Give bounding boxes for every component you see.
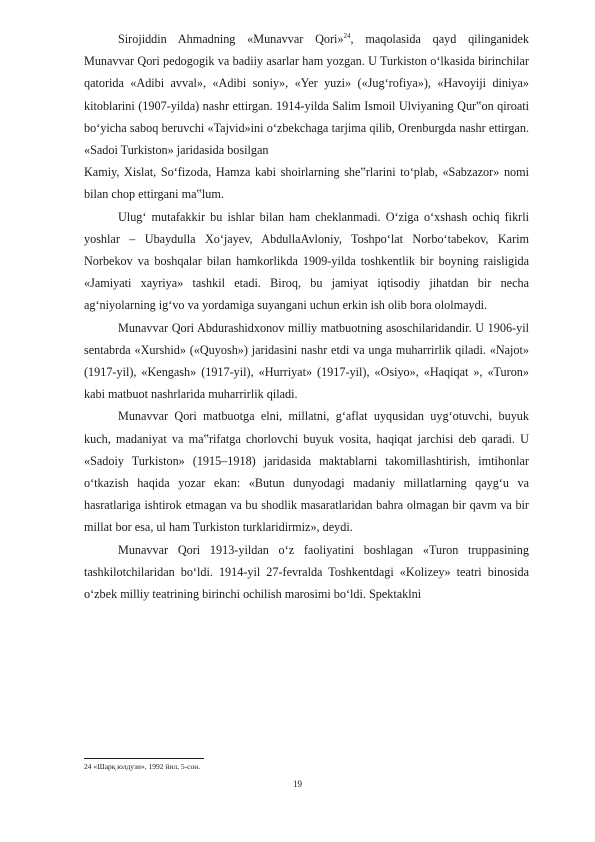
footnote-divider [84, 758, 204, 759]
paragraph-4: Munavvar Qori Abdurashidxonov milliy matbuotning asoschilaridandir. U 1906-yil sentabrda «Xurshid» («Quyosh») jaridasini nashr etdi va unga muharrirlik qiladi. «Najot» (1917-yil), «Kengash» (1917-yil), «Hurriyat» (1917-yil), «Osiyo», «Haqiqat », «Turon» kabi matbuot nashrlarida muharrirlik qiladi. [84, 320, 529, 402]
paragraph-1: Sirojiddin Ahmadning «Munavvar Qori»$^{24}$, maqolasida qayd qilinganidek Munavvar Qori pedogogik va badiiy asarlar ham yozgan. U Turkiston o‘lkasida birinchilar qatorida «Adibi avval», «Adibi soniy», «Yer yuzi» («Jug‘rofiya»), «Havoyiji diniya» kitoblarini (1907-yilda) nashr ettirgan. 1914-yilda Salim Ismoil Ulviyaning Qur‟on qiroati bo‘yicha saboq beruvchi «Tajvid»ini o‘zbekchaga tarjima qilib, Orenburgda nashr ettirgan. «Sadoi Turkiston» jaridasida bosilgan [84, 31, 530, 158]
paragraph-2: Kamiy, Xislat, So‘fizoda, Hamza kabi shoirlarning she‟rlarini to‘plab, «Sabzazor» nomi bilan chop ettirgani ma‟lum. [84, 165, 529, 202]
paragraph-3: Ulug‘ mutafakkir bu ishlar bilan ham cheklanmadi. O‘ziga o‘xshash ochiq fikrli yoshlar – Ubaydulla Xo‘jayev, AbdullaAvloniy, Toshpo‘lat Norbo‘tabekov, Karim Norbekov va boshqalar bilan hamkorlikda 1909-yilda toshkentlik bir boyning raisligida «Jamiyati xayriya» tashkil etadi. Biroq, bu jamiyat iqtisodiy jihatdan bir necha ag‘niyolarning ig‘vo va yordamiga suyangani uchun erkin ish olib bora ololmaydi. [84, 209, 529, 313]
footnote-reference[interactable]: 24 [343, 31, 351, 40]
paragraph-5: Munavvar Qori matbuotga elni, millatni, g‘aflat uyqusidan uyg‘otuvchi, buyuk kuch, madaniyat va ma‟rifatga chorlovchi buyuk vosita, haqiqat jarchisi deb qaradi. U «Sadoiy Turkiston» (1915–1918) jaridasida maktablarni takomillashtirish, imtihonlar o‘tkazish haqida yozar ekan: «Butun dunyodagi madaniy millatlarning qayg‘u va hasratlariga ishtirok etmagan va bu shodlik masaratlaridan bahra olmagan bir qavm va bir millat bor esa, ul ham Turkiston turklaridirmiz», deydi. [84, 409, 529, 535]
page-body [84, 28, 529, 605]
footnote: 24 «Шарқ юлдузи», 1992 йил, 5-сон. [84, 762, 201, 771]
page-number: 19 [293, 779, 302, 789]
paragraph-6: Munavvar Qori 1913-yildan o‘z faoliyatini boshlagan «Turon truppasining tashkilotchilaridan bo‘ldi. 1914-yil 27-fevralda Toshkentdagi «Kolizey» teatri binosida o‘zbek milliy teatrining birinchi ochilish marosimi bo‘ldi. Spektaklni [84, 542, 529, 602]
